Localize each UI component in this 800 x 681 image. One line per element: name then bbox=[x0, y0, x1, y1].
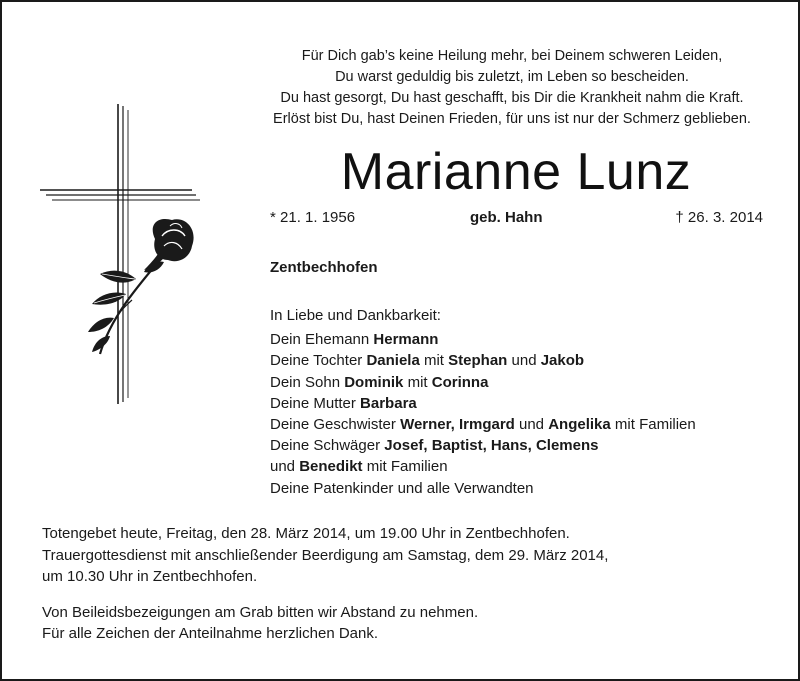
mourner-line: Dein Ehemann Hermann bbox=[270, 331, 439, 349]
mourner-line: Deine Patenkinder und alle Verwandten bbox=[270, 479, 534, 497]
mourner-line: Deine Tochter Daniela mit Stephan und Jakob bbox=[270, 352, 585, 370]
service-notice bbox=[42, 523, 608, 645]
mourner-line: und Benedikt mit Familien bbox=[270, 458, 448, 476]
notice-line: Für alle Zeichen der Anteilnahme herzlichen Dank. bbox=[42, 625, 379, 642]
notice-line: um 10.30 Uhr in Zentbechhofen. bbox=[42, 568, 258, 585]
hometown: Zentbechhofen bbox=[270, 259, 378, 276]
mourner-line: Deine Schwäger Josef, Baptist, Hans, Clemens bbox=[270, 437, 599, 455]
death-date: † 26. 3. 2014 bbox=[675, 209, 763, 226]
poem-line: Erlöst bist Du, hast Deinen Frieden, für uns ist nur der Schmerz geblieben. bbox=[273, 111, 751, 127]
mourner-line: Dein Sohn Dominik mit Corinna bbox=[270, 373, 489, 391]
maiden-name: geb. Hahn bbox=[470, 209, 543, 226]
spacer bbox=[42, 588, 608, 602]
poem-line: Für Dich gab’s keine Heilung mehr, bei Deinem schweren Leiden, bbox=[301, 48, 723, 64]
notice-line: Totengebet heute, Freitag, den 28. März 2014, um 19.00 Uhr in Zentbechhofen. bbox=[42, 525, 570, 542]
mourner-line: Deine Mutter Barbara bbox=[270, 394, 417, 412]
memorial-poem bbox=[252, 46, 772, 130]
mourners-intro: In Liebe und Dankbarkeit: bbox=[270, 307, 441, 324]
deceased-name: Marianne Lunz bbox=[340, 143, 692, 201]
mourners-list bbox=[270, 305, 696, 499]
mourner-line: Deine Geschwister Werner, Irmgard und Angelika mit Familien bbox=[270, 416, 696, 434]
notice-line: Trauergottesdienst mit anschließender Beerdigung am Samstag, dem 29. März 2014, bbox=[42, 546, 609, 564]
poem-line: Du hast gesorgt, Du hast geschafft, bis Dir die Krankheit nahm die Kraft. bbox=[280, 90, 744, 106]
cross-with-rose-icon bbox=[40, 104, 205, 404]
poem-line: Du warst geduldig bis zuletzt, im Leben so bescheiden. bbox=[335, 69, 689, 85]
life-dates bbox=[270, 209, 763, 233]
birth-date: * 21. 1. 1956 bbox=[270, 209, 356, 226]
notice-line: Von Beileidsbezeigungen am Grab bitten wir Abstand zu nehmen. bbox=[42, 603, 479, 621]
